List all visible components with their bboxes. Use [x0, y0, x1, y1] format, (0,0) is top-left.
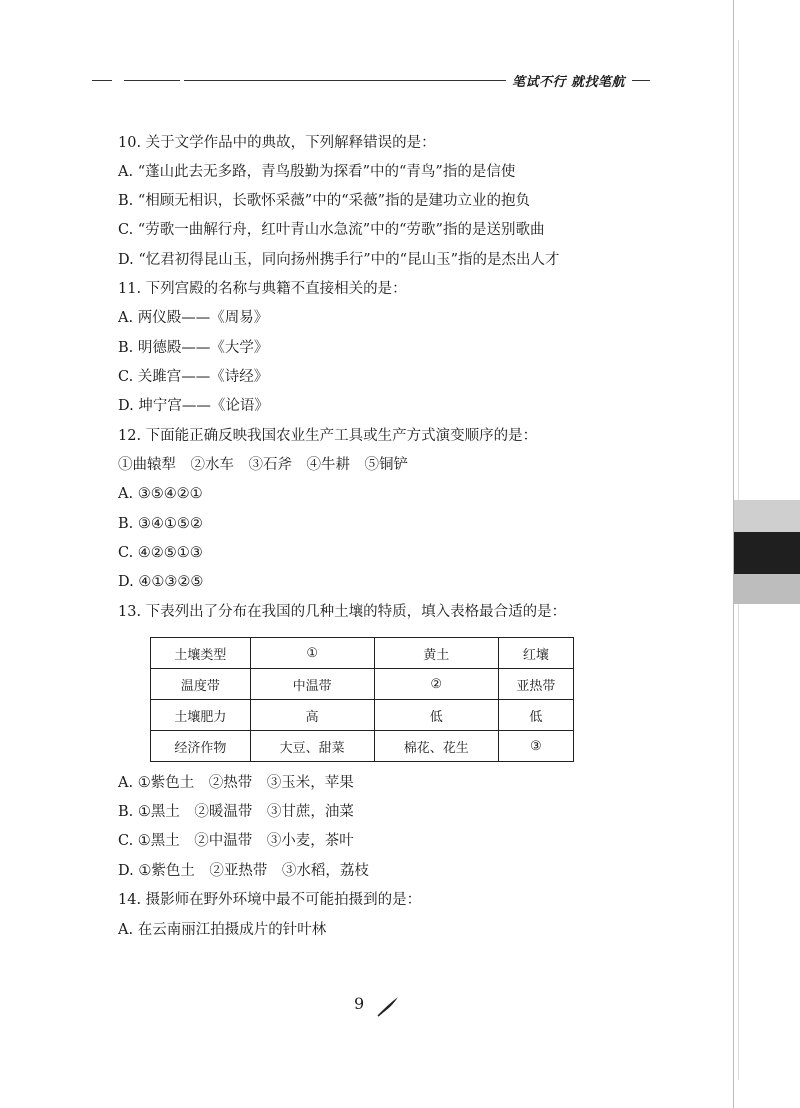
table-cell: 低	[498, 700, 573, 731]
table-cell: 温度带	[151, 669, 251, 700]
table-row	[151, 638, 574, 669]
table-cell: 亚热带	[498, 669, 573, 700]
table-cell: ③	[498, 731, 573, 762]
q11-option-a: A. 两仪殿——《周易》	[118, 310, 269, 326]
page-number: 9	[354, 994, 365, 1013]
table-cell: 棉花、花生	[374, 731, 498, 762]
q13-stem: 13. 下表列出了分布在我国的几种土壤的特质，填入表格最合适的是：	[118, 604, 567, 620]
q10-option-d: D. “忆君初得昆山玉，同向扬州携手行”中的“昆山玉”指的是杰出人才	[118, 252, 560, 268]
table-cell: 土壤类型	[151, 638, 251, 669]
q10-option-a: A. “蓬山此去无多路，青鸟殷勤为探看”中的“青鸟”指的是信使	[118, 164, 516, 180]
q12-option-b: B. ③④①⑤②	[118, 516, 203, 532]
table-cell: ②	[374, 669, 498, 700]
table-cell: 大豆、甜菜	[250, 731, 374, 762]
table-cell: 黄土	[374, 638, 498, 669]
soil-table	[150, 637, 574, 762]
q10-stem: 10. 关于文学作品中的典故，下列解释错误的是：	[118, 135, 436, 151]
scan-noise-band	[734, 500, 800, 610]
table-row	[151, 700, 574, 731]
q13-option-a: A. ①紫色土 ②热带 ③玉米，苹果	[118, 775, 354, 791]
q11-option-c: C. 关雎宫——《诗经》	[118, 369, 269, 385]
table-cell: 高	[250, 700, 374, 731]
table-cell: 土壤肥力	[151, 700, 251, 731]
q13-option-d: D. ①紫色土 ②亚热带 ③水稻，荔枝	[118, 863, 369, 879]
q13-option-b: B. ①黑土 ②暖温带 ③甘蔗，油菜	[118, 804, 354, 820]
q11-option-b: B. 明德殿——《大学》	[118, 340, 269, 356]
table-cell: 红壤	[498, 638, 573, 669]
q12-option-d: D. ④①③②⑤	[118, 574, 204, 590]
quill-icon	[376, 995, 400, 1017]
q11-stem: 11. 下列宫殿的名称与典籍不直接相关的是：	[118, 281, 407, 297]
q10-option-c: C. “劳歌一曲解行舟，红叶青山水急流”中的“劳歌”指的是送别歌曲	[118, 222, 545, 238]
q14-stem: 14. 摄影师在野外环境中最不可能拍摄到的是：	[118, 892, 422, 908]
header-rule-right	[632, 80, 650, 81]
q11-option-d: D. 坤宁宫——《论语》	[118, 398, 269, 414]
q10-option-b: B. “相顾无相识，长歌怀采薇”中的“采薇”指的是建功立业的抱负	[118, 193, 531, 209]
header-rule-main	[184, 80, 506, 81]
table-row	[151, 669, 574, 700]
table-cell: ①	[250, 638, 374, 669]
table-cell: 经济作物	[151, 731, 251, 762]
q12-items: ①曲辕犁 ②水车 ③石斧 ④牛耕 ⑤铜铲	[118, 457, 408, 473]
table-cell: 低	[374, 700, 498, 731]
q14-option-a: A. 在云南丽江拍摄成片的针叶林	[118, 922, 327, 938]
q12-option-a: A. ③⑤④②①	[118, 486, 203, 502]
header-rule-left	[92, 80, 112, 81]
header-slogan: 笔试不行 就找笔航	[512, 75, 626, 90]
table-row	[151, 731, 574, 762]
q13-option-c: C. ①黑土 ②中温带 ③小麦，茶叶	[118, 833, 354, 849]
header-rule-left-2	[124, 80, 180, 81]
table-cell: 中温带	[250, 669, 374, 700]
q12-option-c: C. ④②⑤①③	[118, 545, 203, 561]
q12-stem: 12. 下面能正确反映我国农业生产工具或生产方式演变顺序的是：	[118, 428, 538, 444]
